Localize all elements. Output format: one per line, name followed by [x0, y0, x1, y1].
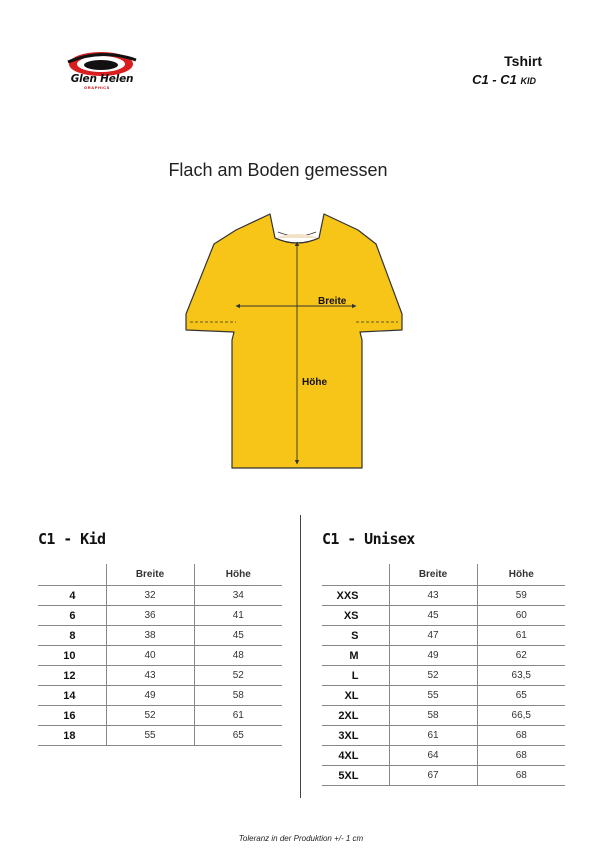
breite-cell: 47 [389, 626, 477, 646]
table-row [322, 686, 565, 706]
table-row [38, 626, 282, 646]
table-row [38, 586, 282, 606]
size-cell: 4 [38, 586, 106, 606]
size-cell: M [322, 646, 389, 666]
hoehe-cell: 48 [194, 646, 282, 666]
header-size [38, 564, 106, 586]
hoehe-cell: 52 [194, 666, 282, 686]
breite-cell: 49 [389, 646, 477, 666]
breite-cell: 55 [389, 686, 477, 706]
table-row [322, 646, 565, 666]
table-row [38, 646, 282, 666]
breite-cell: 49 [106, 686, 194, 706]
size-cell: 12 [38, 666, 106, 686]
header-breite: Breite [389, 564, 477, 586]
table-row [322, 626, 565, 646]
hoehe-cell: 65 [477, 686, 565, 706]
hoehe-cell: 61 [194, 706, 282, 726]
unisex-size-table [322, 564, 565, 786]
hoehe-cell: 60 [477, 606, 565, 626]
hoehe-cell: 62 [477, 646, 565, 666]
breite-cell: 40 [106, 646, 194, 666]
hoehe-cell: 63,5 [477, 666, 565, 686]
table-row [322, 666, 565, 686]
hoehe-cell: 61 [477, 626, 565, 646]
breite-cell: 58 [389, 706, 477, 726]
doc-type: Tshirt [504, 53, 542, 69]
hoehe-cell: 59 [477, 586, 565, 606]
size-cell: 5XL [322, 766, 389, 786]
tolerance-note: Toleranz in der Produktion +/- 1 cm [238, 834, 364, 843]
table-row [322, 606, 565, 626]
size-cell: 4XL [322, 746, 389, 766]
breite-cell: 38 [106, 626, 194, 646]
table-row [38, 686, 282, 706]
header-hoehe: Höhe [477, 564, 565, 586]
header-size [322, 564, 389, 586]
header-hoehe: Höhe [194, 564, 282, 586]
kid-table-title: C1 - Kid [38, 530, 106, 548]
size-cell: S [322, 626, 389, 646]
hoehe-cell: 45 [194, 626, 282, 646]
breite-cell: 61 [389, 726, 477, 746]
header-breite: Breite [106, 564, 194, 586]
hoehe-cell: 34 [194, 586, 282, 606]
table-row [38, 666, 282, 686]
kid-size-table [38, 564, 282, 746]
section-divider [300, 515, 301, 798]
unisex-table-title: C1 - Unisex [322, 530, 415, 548]
size-cell: XS [322, 606, 389, 626]
table-header-row [322, 564, 565, 586]
width-label: Breite [318, 296, 347, 307]
table-row [322, 726, 565, 746]
table-row [322, 766, 565, 786]
table-row [38, 706, 282, 726]
table-row [322, 746, 565, 766]
hoehe-cell: 58 [194, 686, 282, 706]
size-cell: 6 [38, 606, 106, 626]
breite-cell: 43 [389, 586, 477, 606]
breite-cell: 43 [106, 666, 194, 686]
breite-cell: 52 [106, 706, 194, 726]
size-cell: 14 [38, 686, 106, 706]
size-cell: 8 [38, 626, 106, 646]
table-row [38, 606, 282, 626]
brand-name: Glen Helen [70, 73, 134, 85]
hoehe-cell: 41 [194, 606, 282, 626]
hoehe-cell: 68 [477, 726, 565, 746]
hoehe-cell: 68 [477, 766, 565, 786]
breite-cell: 32 [106, 586, 194, 606]
hoehe-cell: 66,5 [477, 706, 565, 726]
page-title: Flach am Boden gemessen [168, 160, 388, 180]
brand-sub: GRAPHICS [84, 85, 110, 90]
hoehe-cell: 65 [194, 726, 282, 746]
tshirt-diagram [180, 210, 410, 472]
size-cell: 18 [38, 726, 106, 746]
model-suffix: KID [520, 76, 536, 86]
table-row [322, 586, 565, 606]
breite-cell: 67 [389, 766, 477, 786]
table-row [38, 726, 282, 746]
breite-cell: 64 [389, 746, 477, 766]
size-cell: 16 [38, 706, 106, 726]
hoehe-cell: 68 [477, 746, 565, 766]
size-cell: 2XL [322, 706, 389, 726]
table-row [322, 706, 565, 726]
breite-cell: 36 [106, 606, 194, 626]
model-main: C1 - C1 [472, 72, 517, 87]
size-cell: XL [322, 686, 389, 706]
model-name [472, 72, 536, 87]
table-header-row [38, 564, 282, 586]
height-label: Höhe [302, 377, 327, 388]
breite-cell: 55 [106, 726, 194, 746]
size-cell: 10 [38, 646, 106, 666]
size-cell: 3XL [322, 726, 389, 746]
tshirt-body [186, 214, 402, 468]
size-cell: XXS [322, 586, 389, 606]
breite-cell: 45 [389, 606, 477, 626]
breite-cell: 52 [389, 666, 477, 686]
size-cell: L [322, 666, 389, 686]
